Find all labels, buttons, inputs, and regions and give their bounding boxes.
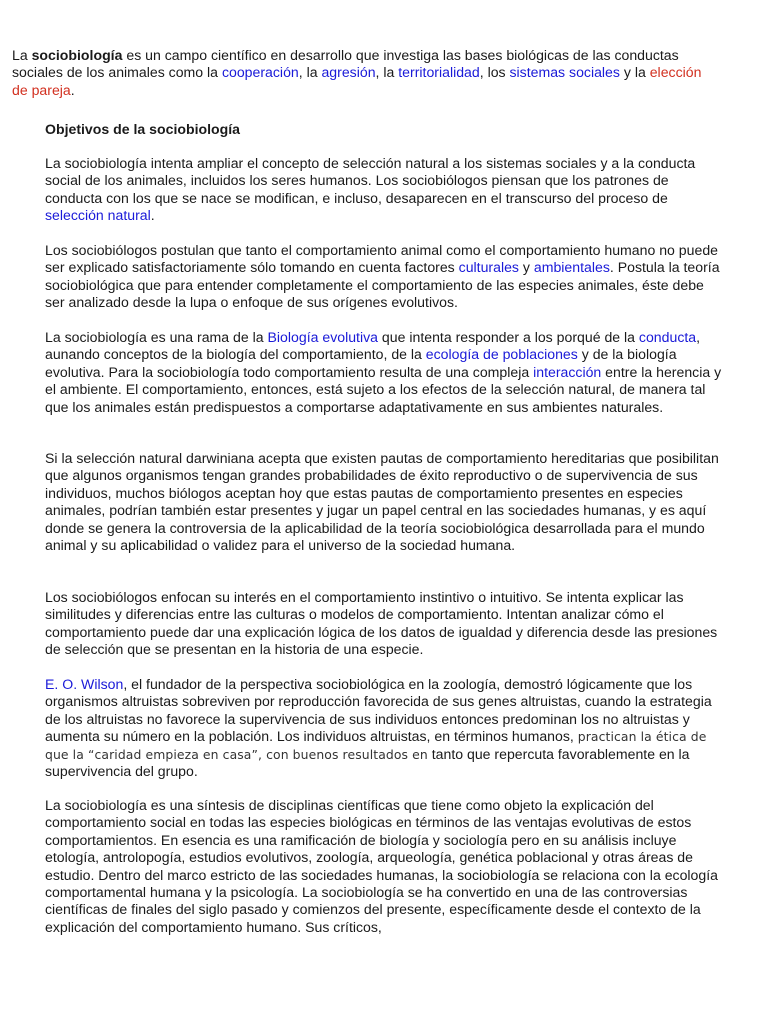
link-ecologia-de-poblaciones[interactable]: ecología de poblaciones [425, 346, 578, 363]
paragraph-1 [45, 155, 727, 225]
link-interaccion[interactable]: interacción [533, 363, 602, 380]
paragraph-text: entre la herencia y el ambiente. El comportamiento, entonces, está sujeto a los efectos de la selección natural, de manera tal que los animales están predispuestos a comportarse adaptativamente en sus ambientes naturales. [45, 363, 722, 415]
intro-text: La [12, 47, 32, 63]
link-cooperacion[interactable]: cooperación [221, 64, 299, 81]
paragraph-text: . [150, 207, 155, 224]
paragraph-6 [45, 676, 727, 780]
intro-paragraph [12, 47, 712, 99]
paragraph-3 [45, 329, 727, 416]
link-sistemas-sociales[interactable]: sistemas sociales [509, 64, 620, 81]
paragraph-text: Los sociobiólogos postulan que tanto el comportamiento animal como el comportamiento humano no puede ser explicado satisfactoriamente sólo tomando en cuenta factores [45, 242, 718, 276]
paragraph-text: tanto que repercuta favorablemente en la supervivencia del grupo. [45, 745, 690, 780]
section-heading: Objetivos de la sociobiología [45, 121, 241, 137]
link-agresion[interactable]: agresión [321, 64, 376, 81]
paragraph-text-variant-font: practican la ética de que la “caridad empieza en casa”, con buenos resultados en [45, 729, 707, 762]
link-seleccion-natural[interactable]: selección natural [45, 207, 151, 224]
paragraph-2 [45, 242, 727, 312]
link-culturales[interactable]: culturales [458, 259, 519, 276]
link-eo-wilson[interactable]: E. O. Wilson [45, 676, 124, 692]
intro-text: es un campo científico en desarrollo que investiga las bases biológicas de las conductas sociales de los animales como la [12, 47, 679, 81]
paragraph-text: La sociobiología es una rama de la [45, 329, 268, 345]
paragraph-text: , el fundador de la perspectiva sociobiológica en la zoología, demostró lógicamente que los organismos altruistas sobreviven por reproducción favorecida de sus genes altruistas, cuando la estrategia de los altruistas no favorece la supervivencia de sus individuos entonces predominan los no altruistas y aumenta su número en la población. Los individuos altruistas, en términos humanos, [45, 676, 712, 745]
paragraph-5: Los sociobiólogos enfocan su interés en el comportamiento instintivo o intuitivo. Se intenta explicar las similitudes y diferencias entre las culturas o modelos de comportamiento. Intentan analizar cómo el comportamiento puede dar una explicación lógica de los datos de igualdad y diferencia desde las presiones de selección que se presentan en la historia de una especie. [45, 589, 718, 658]
link-conducta[interactable]: conducta [638, 329, 697, 345]
intro-text: , la [298, 64, 322, 81]
paragraph-text: , aunando conceptos de la biología del comportamiento, de la [45, 329, 701, 363]
intro-term-bold: sociobiología [31, 47, 123, 63]
link-biologia-evolutiva[interactable]: Biología evolutiva [267, 329, 378, 345]
intro-text: , la [375, 64, 399, 81]
paragraph-text: que intenta responder a los porqué de la [378, 329, 639, 345]
paragraph-text: . Postula la teoría sociobiológica que para entender completamente el comportamiento de las especies animales, éste debe ser analizado desde la lupa o enfoque de sus orígenes evolutivos. [45, 259, 720, 311]
link-eleccion-de-pareja[interactable]: elección de pareja [12, 64, 702, 98]
paragraph-7: La sociobiología es una síntesis de disciplinas científicas que tiene como objeto la explicación del comportamiento social en todas las especies biológicas en términos de las ventajas evolutivas de estos comportamientos. En esencia es una ramificación de biología y sociología pero en su análisis incluye etología, antrolopogía, estudios evolutivos, zoología, arqueología, genética poblacional y otras áreas de estudio. Dentro del marco estricto de las sociedades humanas, la sociobiología se relaciona con la ecología comportamental humana y la psicología. La sociobiología se ha convertido en una de las controversias científicas de finales del siglo pasado y comienzos del presente, específicamente desde el contexto de la explicación del comportamiento humano. Sus críticos, [45, 797, 718, 935]
paragraph-4: Si la selección natural darwiniana acepta que existen pautas de comportamiento hereditarias que posibilitan que algunos organismos tengan grandes probabilidades de éxito reproductivo o de supervivencia de sus individuos, muchos biólogos aceptan hoy que estas pautas de comportamiento presentes en especies animales, podrían también estar presentes y jugar un papel central en las sociedades humanas, y es aquí donde se genera la controversia de la aplicabilidad de la teoría sociobiológica desarrollada para el mundo animal y su aplicabilidad o validez para el universo de la sociedad humana. [45, 450, 719, 554]
paragraph-text: y [518, 259, 534, 276]
paragraph-text: y de la biología evolutiva. Para la sociobiología todo comportamiento resulta de una compleja [45, 346, 677, 380]
link-ambientales[interactable]: ambientales [533, 259, 610, 276]
paragraph-text: La sociobiología intenta ampliar el concepto de selección natural a los sistemas sociales y a la conducta social de los animales, incluidos los seres humanos. Los sociobiólogos piensan que los patrones de conducta con los que se nace se modifican, e incluso, desaparecen en el transcurso del proceso de [45, 155, 696, 206]
intro-text: , los [479, 64, 510, 81]
link-territorialidad[interactable]: territorialidad [398, 64, 480, 81]
intro-text: . [70, 81, 75, 98]
intro-text: y la [619, 64, 650, 81]
